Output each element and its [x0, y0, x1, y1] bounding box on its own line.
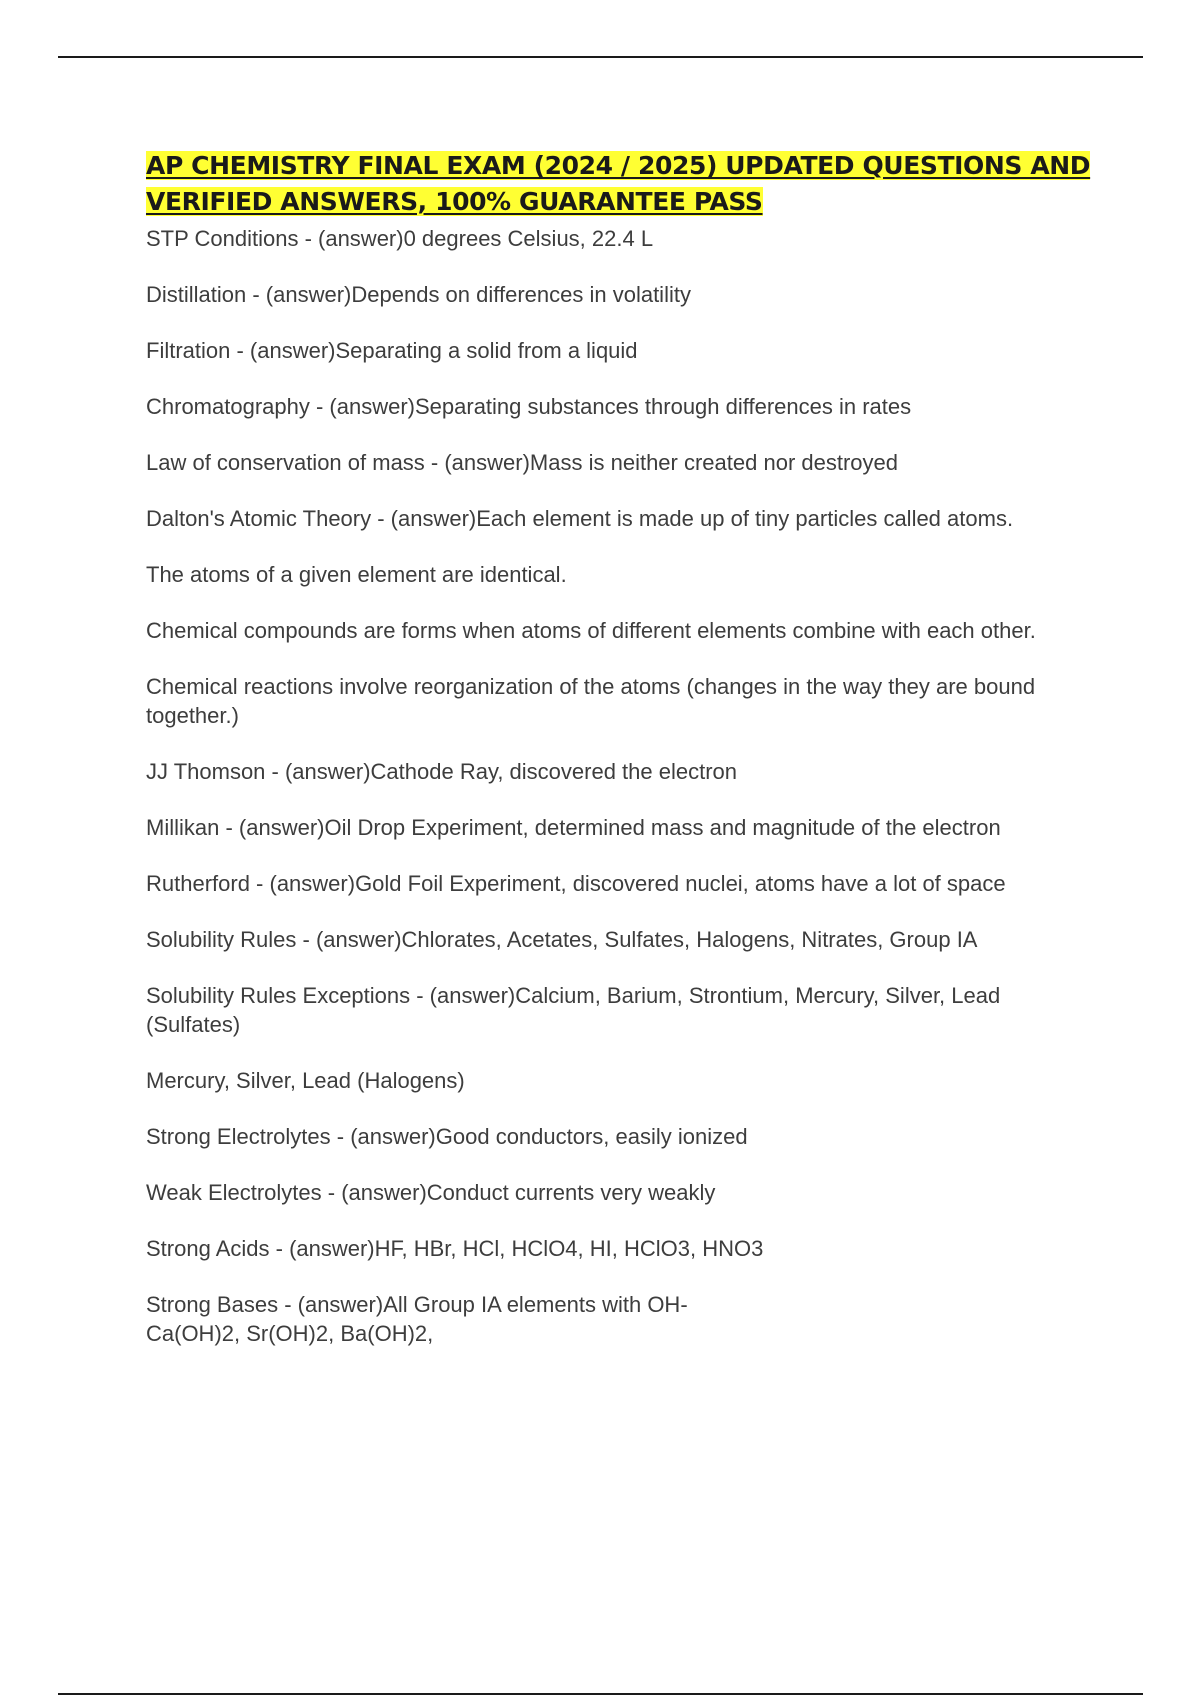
qa-entry: Solubility Rules - (answer)Chlorates, Acetates, Sulfates, Halogens, Nitrates, Group IA — [146, 927, 978, 952]
qa-entry-line: Ca(OH)2, Sr(OH)2, Ba(OH)2, — [146, 1321, 434, 1346]
qa-entry: Chromatography - (answer)Separating substances through differences in rates — [146, 394, 912, 419]
qa-entry-strong-bases — [146, 1290, 1096, 1348]
qa-entry-line: Strong Bases - (answer)All Group IA elements with OH- — [146, 1292, 688, 1317]
header-rule — [58, 56, 1143, 58]
document-body — [146, 148, 1096, 1375]
document-title — [146, 148, 1096, 220]
qa-entry: Rutherford - (answer)Gold Foil Experiment, discovered nuclei, atoms have a lot of space — [146, 871, 1006, 896]
qa-entry: STP Conditions - (answer)0 degrees Celsius, 22.4 L — [146, 226, 654, 251]
title-highlight: AP CHEMISTRY FINAL EXAM (2024 / 2025) UPDATED QUESTIONS AND VERIFIED ANSWERS, 100% GUARANTEE PASS — [146, 151, 1091, 216]
qa-entry: The atoms of a given element are identical. — [146, 562, 567, 587]
qa-entry: Law of conservation of mass - (answer)Mass is neither created nor destroyed — [146, 450, 898, 475]
qa-entry: Dalton's Atomic Theory - (answer)Each element is made up of tiny particles called atoms. — [146, 506, 1014, 531]
qa-entry: Strong Electrolytes - (answer)Good conductors, easily ionized — [146, 1124, 748, 1149]
qa-entry: Chemical compounds are forms when atoms of different elements combine with each other. — [146, 618, 1036, 643]
qa-entry: Millikan - (answer)Oil Drop Experiment, determined mass and magnitude of the electron — [146, 815, 1001, 840]
qa-entry: Weak Electrolytes - (answer)Conduct currents very weakly — [146, 1180, 716, 1205]
footer-rule — [58, 1693, 1143, 1695]
qa-list — [146, 224, 1096, 1348]
qa-entry: Mercury, Silver, Lead (Halogens) — [146, 1068, 465, 1093]
qa-entry: JJ Thomson - (answer)Cathode Ray, discovered the electron — [146, 759, 738, 784]
qa-entry: Strong Acids - (answer)HF, HBr, HCl, HClO4, HI, HClO3, HNO3 — [146, 1236, 764, 1261]
qa-entry: Chemical reactions involve reorganization of the atoms (changes in the way they are bound together.) — [146, 674, 1036, 728]
qa-entry: Filtration - (answer)Separating a solid from a liquid — [146, 338, 638, 363]
qa-entry: Distillation - (answer)Depends on differences in volatility — [146, 282, 691, 307]
qa-entry: Solubility Rules Exceptions - (answer)Calcium, Barium, Strontium, Mercury, Silver, Lead (Sulfates) — [146, 983, 1001, 1037]
